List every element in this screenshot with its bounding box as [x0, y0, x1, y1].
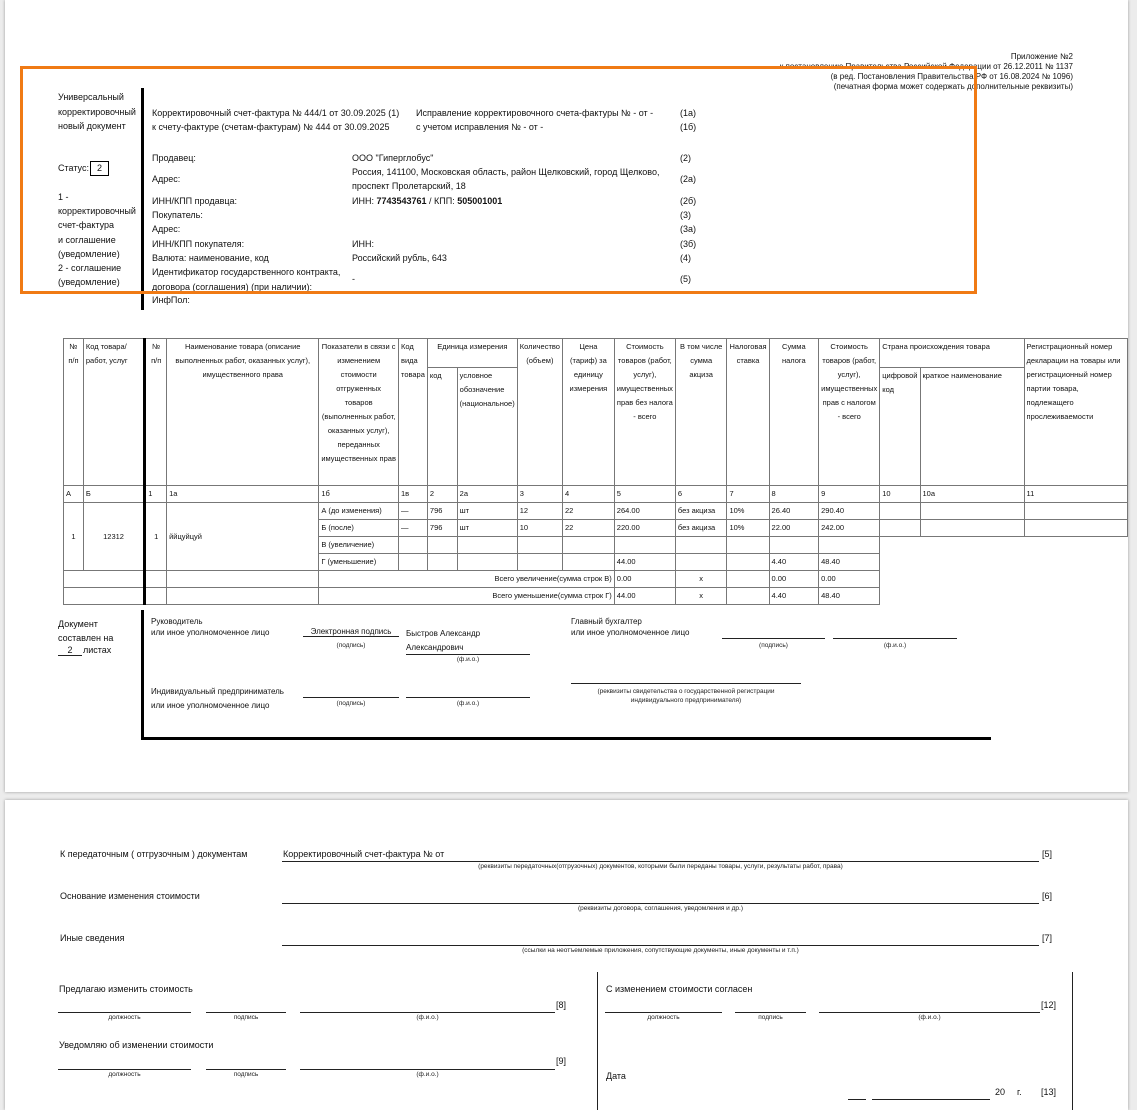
row-tax: 26.40 [769, 503, 819, 520]
seller-label: Продавец: [152, 153, 196, 163]
row-price [562, 537, 614, 554]
page2-divider-left [597, 972, 598, 1110]
th-no2: № п/п [145, 339, 167, 486]
document-type [58, 90, 136, 134]
row-ccode [880, 554, 920, 571]
head-label-line: или иное уполномоченное лицо [151, 628, 270, 637]
row-rate [727, 537, 769, 554]
row-price: 22 [562, 520, 614, 537]
row-kind: — [398, 503, 427, 520]
row-tax [769, 537, 819, 554]
total-blank [145, 571, 167, 588]
propose-code: [8] [556, 1000, 567, 1010]
header-divider [141, 88, 144, 310]
total-blank [880, 588, 1128, 605]
total-blank [64, 588, 145, 605]
sheets-label: листах [83, 645, 112, 655]
seller-address-value-2: проспект Пролетарский, 18 [352, 181, 466, 191]
item-no: 1 [64, 503, 84, 571]
row-uname: шт [457, 520, 517, 537]
total-inc-label: Всего увеличение(сумма строк В) [319, 571, 614, 588]
status-desc-line: (уведомление) [58, 248, 120, 259]
docs-label: К передаточным ( отгрузочным ) документам [60, 849, 248, 859]
notify-label: Уведомляю об изменении стоимости [59, 1040, 214, 1050]
row-total [819, 537, 880, 554]
status-value: 2 [90, 161, 109, 176]
other-label: Иные сведения [60, 933, 125, 943]
status-desc-line: 1 - [58, 192, 69, 202]
code-1b: (1б) [680, 122, 697, 132]
col-num: 1 [145, 486, 167, 503]
propose-label: Предлагаю изменить стоимость [59, 984, 193, 994]
row-label: А (до изменения) [319, 503, 399, 520]
row-tax: 22.00 [769, 520, 819, 537]
th-country-code: цифровой код [880, 368, 920, 486]
invoice-line-2: к счету-фактуре (счетам-фактурам) № 444 от 30.09.2025 [152, 122, 390, 132]
contract-code: (5) [680, 274, 691, 284]
date-code: [13] [1041, 1087, 1057, 1097]
th-tax: Сумма налога [769, 339, 819, 486]
row-cname [920, 537, 1024, 554]
code-1a: (1а) [680, 108, 697, 118]
head-signature: Электронная подпись [303, 627, 399, 637]
th-total: Стоимость товаров (работ, услуг), имущественных прав с налогом - всего [819, 339, 880, 486]
total-increase-row [64, 571, 1128, 588]
doc-type-line: Универсальный [58, 92, 124, 102]
row-cost [614, 537, 675, 554]
th-indicators: Показатели в связи с изменением стоимости отгруженных товаров (выполненных работ, оказанных услуг), переданных имущественных прав [319, 339, 399, 486]
page2-divider-right [1072, 972, 1073, 1110]
notify-position-caption: должность [108, 1071, 141, 1078]
item-no2: 1 [145, 503, 167, 571]
col-num: 6 [675, 486, 727, 503]
total-blank [880, 571, 1128, 588]
currency-code: (4) [680, 253, 691, 263]
th-no: № п/п [64, 339, 84, 486]
col-num: 2 [427, 486, 457, 503]
basis-code: [6] [1042, 891, 1053, 901]
basis-line [282, 903, 1039, 904]
agree-code: [12] [1041, 1000, 1057, 1010]
chief-label-line: Главный бухгалтер [571, 617, 642, 626]
status-desc-line: счет-фактура [58, 220, 114, 231]
fix-line-1: Исправление корректировочного счета-фактуры № - от - [416, 108, 654, 118]
total-dec-rate [727, 588, 769, 605]
row-excise [675, 554, 727, 571]
page-1 [5, 0, 1128, 792]
doc-made-line: Документ [58, 619, 98, 629]
row-uname [457, 554, 517, 571]
docs-line [282, 861, 1039, 862]
seller-inn-code: (2б) [680, 196, 697, 206]
row-tax: 4.40 [769, 554, 819, 571]
row-label: Б (после) [319, 520, 399, 537]
appendix-line: (печатная форма может содержать дополнительные реквизиты) [833, 82, 1073, 91]
total-dec-cost: 44.00 [614, 588, 675, 605]
row-price: 22 [562, 503, 614, 520]
date-year-suffix: г. [1017, 1087, 1022, 1097]
col-num: 3 [517, 486, 562, 503]
row-ccode [880, 537, 920, 554]
inn-prefix: ИНН: [352, 196, 377, 206]
propose-sign-line [206, 1012, 286, 1013]
th-unit: Единица измерения [427, 339, 517, 368]
row-reg [1024, 554, 1127, 571]
th-code: Код товара/ работ, услуг [83, 339, 144, 486]
propose-position-line [58, 1012, 191, 1013]
invoice-line-1: Корректировочный счет-фактура № 444/1 от 30.09.2025 (1) [152, 108, 400, 118]
status-desc-line: корректировочный [58, 206, 136, 217]
seller-address-code: (2а) [680, 174, 697, 184]
status-desc-line: и соглашение [58, 234, 116, 245]
buyer-address-code: (3а) [680, 224, 697, 234]
row-reg [1024, 520, 1127, 537]
col-num: 4 [562, 486, 614, 503]
docs-code: [5] [1042, 849, 1053, 859]
buyer-code: (3) [680, 210, 691, 220]
total-inc-cost: 0.00 [614, 571, 675, 588]
contract-label: Идентификатор государственного контракта, [152, 267, 341, 277]
signature-bottom-border [141, 737, 991, 740]
buyer-inn-label: ИНН/КПП покупателя: [152, 239, 245, 249]
row-ucode [427, 554, 457, 571]
propose-fio-caption: (ф.и.о.) [416, 1014, 439, 1021]
total-inc-tax: 0.00 [769, 571, 819, 588]
col-num: А [64, 486, 84, 503]
head-name-line: Быстров Александр [406, 629, 481, 638]
ip-cert-caption-line: (реквизиты свидетельства о государственной регистрации [597, 688, 775, 695]
buyer-inn-code: (3б) [680, 239, 697, 249]
th-reg: Регистрационный номер декларации на товары или регистрационный номер партии товара, подлежащего прослеживаемости [1024, 339, 1127, 486]
col-num: 1б [319, 486, 399, 503]
col-num: 11 [1024, 486, 1127, 503]
chief-label-line: или иное уполномоченное лицо [571, 628, 690, 637]
row-label: В (увеличение) [319, 537, 399, 554]
row-kind [398, 537, 427, 554]
contract-value: - [352, 274, 355, 284]
total-decrease-row [64, 588, 1128, 605]
basis-caption: (реквизиты договора, соглашения, уведомления и др.) [578, 905, 743, 912]
row-cname [920, 520, 1024, 537]
row-excise: без акциза [675, 520, 727, 537]
appendix-note [780, 52, 1073, 92]
chief-fio-caption: (ф.и.о.) [883, 642, 907, 649]
ip-sign-line [303, 697, 399, 698]
row-kind: — [398, 520, 427, 537]
agree-sign-line [735, 1012, 806, 1013]
chief-fio-line [833, 638, 957, 639]
col-num: 10а [920, 486, 1024, 503]
status-label: Статус: [58, 163, 89, 173]
contract-label-2: договора (соглашения) (при наличии): [152, 282, 312, 292]
notify-sign-caption: подпись [233, 1071, 259, 1078]
row-cname [920, 503, 1024, 520]
row-ucode: 796 [427, 520, 457, 537]
seller-address-value: Россия, 141100, Московская область, район Щелковский, город Щелково, [352, 167, 660, 177]
ip-label-line: Индивидуальный предприниматель [151, 687, 284, 696]
row-cname [920, 554, 1024, 571]
item-name: ййцуйцуй [167, 503, 319, 571]
row-excise: без акциза [675, 503, 727, 520]
col-num: Б [83, 486, 144, 503]
column-number-row [64, 486, 1128, 503]
notify-code: [9] [556, 1056, 567, 1066]
seller-code: (2) [680, 153, 691, 163]
row-uname: шт [457, 503, 517, 520]
th-price: Цена (тариф) за единицу измерения [562, 339, 614, 486]
row-kind [398, 554, 427, 571]
row-total: 48.40 [819, 554, 880, 571]
row-reg [1024, 503, 1127, 520]
th-qty: Количество (объем) [517, 339, 562, 486]
row-cost: 44.00 [614, 554, 675, 571]
propose-position-caption: должность [108, 1014, 141, 1021]
row-label: Г (уменьшение) [319, 554, 399, 571]
status-desc-line: (уведомление) [58, 277, 120, 288]
head-label-line: Руководитель [151, 617, 203, 626]
col-num: 9 [819, 486, 880, 503]
chief-label [571, 616, 689, 638]
row-ccode [880, 520, 920, 537]
chief-sign-caption: (подпись) [759, 642, 788, 649]
kpp-prefix: / КПП: [426, 196, 458, 206]
row-cost: 264.00 [614, 503, 675, 520]
agree-position-line [605, 1012, 722, 1013]
col-num: 1в [398, 486, 427, 503]
seller-inn-label: ИНН/КПП продавца: [152, 196, 238, 206]
status-desc-line: 2 - соглашение [58, 263, 122, 274]
status-description [58, 190, 136, 289]
row-rate [727, 554, 769, 571]
col-num: 7 [727, 486, 769, 503]
th-rate: Налоговая ставка [727, 339, 769, 486]
other-code: [7] [1042, 933, 1053, 943]
agree-position-caption: должность [647, 1014, 680, 1021]
goods-table [63, 338, 1128, 605]
th-cost: Стоимость товаров (работ, услуг), имущественных прав без налога - всего [614, 339, 675, 486]
row-rate: 10% [727, 520, 769, 537]
ip-cert-line [571, 683, 801, 684]
agree-label: С изменением стоимости согласен [606, 984, 753, 994]
sheets-value: 2 [58, 645, 82, 656]
row-qty [517, 554, 562, 571]
th-unit-name: условное обозначение (национальное) [457, 368, 517, 486]
row-qty: 12 [517, 503, 562, 520]
row-total: 290.40 [819, 503, 880, 520]
th-country: Страна происхождения товара [880, 339, 1024, 368]
ip-sign-caption: (подпись) [336, 700, 366, 707]
notify-position-line [58, 1069, 191, 1070]
seller-value: ООО "Гиперглобус" [352, 153, 434, 163]
agree-fio-caption: (ф.и.о.) [918, 1014, 941, 1021]
chief-sign-line [722, 638, 825, 639]
row-total: 242.00 [819, 520, 880, 537]
total-inc-total: 0.00 [819, 571, 880, 588]
agree-fio-line [819, 1012, 1040, 1013]
doc-type-line: новый документ [58, 121, 126, 131]
total-blank [145, 588, 167, 605]
docs-value: Корректировочный счет-фактура № от [283, 849, 445, 859]
currency-label: Валюта: наименование, код [152, 253, 269, 263]
currency-value: Российский рубль, 643 [352, 253, 447, 263]
row-excise [675, 537, 727, 554]
ip-fio-line [406, 697, 530, 698]
buyer-inn-value: ИНН: [352, 239, 374, 249]
row-qty [517, 537, 562, 554]
table-row [64, 503, 1128, 520]
head-sign-caption: (подпись) [336, 642, 366, 649]
appendix-line: к постановлению Правительства Российской Федерации от 26.12.2011 № 1137 [779, 62, 1073, 71]
basis-label: Основание изменения стоимости [60, 891, 200, 901]
seller-kpp: 505001001 [457, 196, 503, 206]
head-fio-caption: (ф.и.о.) [456, 656, 480, 663]
col-num: 2а [457, 486, 517, 503]
row-uname [457, 537, 517, 554]
appendix-line: Приложение №2 [1010, 52, 1073, 61]
col-num: 8 [769, 486, 819, 503]
notify-sign-line [206, 1069, 286, 1070]
table-header-row [64, 339, 1128, 368]
th-name: Наименование товара (описание выполненных работ, оказанных услуг), имущественного права [167, 339, 319, 486]
propose-fio-line [300, 1012, 555, 1013]
ip-fio-caption: (ф.и.о.) [456, 700, 480, 707]
row-cost: 220.00 [614, 520, 675, 537]
seller-inn: 7743543761 [376, 196, 427, 206]
th-kind: Код вида товара [398, 339, 427, 486]
th-excise: В том числе сумма акциза [675, 339, 727, 486]
propose-sign-caption: подпись [233, 1014, 259, 1021]
doc-type-line: корректировочный [58, 106, 136, 117]
appendix-line: (в ред. Постановления Правительства РФ от 16.08.2024 № 1096) [830, 72, 1073, 81]
buyer-address-label: Адрес: [152, 224, 181, 234]
infpol-label: ИнфПол: [152, 295, 190, 305]
date-label: Дата [606, 1071, 626, 1081]
row-ucode: 796 [427, 503, 457, 520]
head-name [406, 627, 480, 655]
agree-sign-caption: подпись [758, 1014, 783, 1021]
total-inc-rate [727, 571, 769, 588]
total-dec-total: 48.40 [819, 588, 880, 605]
seller-address-label: Адрес: [152, 174, 181, 184]
row-qty: 10 [517, 520, 562, 537]
buyer-label: Покупатель: [152, 210, 203, 220]
row-reg [1024, 537, 1127, 554]
seller-inn-value [352, 196, 502, 206]
row-ccode [880, 503, 920, 520]
item-code: 12312 [83, 503, 144, 571]
row-ucode [427, 537, 457, 554]
head-label [151, 616, 269, 638]
total-blank [167, 571, 319, 588]
total-dec-label: Всего уменьшение(сумма строк Г) [319, 588, 614, 605]
ip-cert-caption [571, 687, 801, 705]
doc-made-line: составлен на [58, 633, 114, 643]
total-inc-excise: x [675, 571, 727, 588]
fix-line-2: с учетом исправления № - от - [416, 122, 544, 132]
ip-label [151, 685, 284, 713]
signature-divider [141, 610, 144, 740]
th-unit-code: код [427, 368, 457, 486]
date-year-prefix: 20 [995, 1087, 1006, 1097]
col-num: 10 [880, 486, 920, 503]
th-country-name: краткое наименование [920, 368, 1024, 486]
head-name-line: Александрович [406, 643, 464, 652]
docs-caption: (реквизиты передаточных(отгрузочных) документов, которыми были переданы товары, услуги, результаты работ, права) [478, 863, 843, 870]
total-blank [64, 571, 145, 588]
total-dec-excise: x [675, 588, 727, 605]
other-line [282, 945, 1039, 946]
other-caption: (ссылки на неотъемлемые приложения, сопутствующие документы, иные документы и т.п.) [522, 947, 799, 954]
col-num: 5 [614, 486, 675, 503]
ip-label-line: или иное уполномоченное лицо [151, 701, 270, 710]
page-2 [5, 800, 1128, 1110]
notify-fio-line [300, 1069, 555, 1070]
notify-fio-caption: (ф.и.о.) [416, 1071, 439, 1078]
col-num: 1а [167, 486, 319, 503]
head-name-line [406, 654, 530, 655]
total-dec-tax: 4.40 [769, 588, 819, 605]
total-blank [167, 588, 319, 605]
ip-cert-caption-line: индивидуального предпринимателя) [630, 697, 742, 704]
doc-made [58, 617, 113, 645]
row-price [562, 554, 614, 571]
row-rate: 10% [727, 503, 769, 520]
